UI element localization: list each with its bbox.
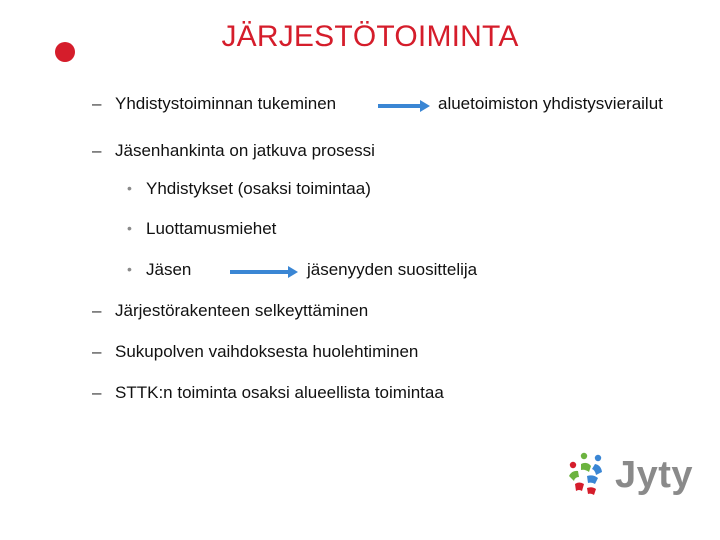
sub-list-item <box>0 219 720 241</box>
dash-marker: – <box>92 94 102 113</box>
dash-marker: – <box>92 301 102 320</box>
list-item-text: STTK:n toiminta osaksi alueellista toimintaa <box>115 383 444 402</box>
arrow-target-text: jäsenyyden suosittelija <box>307 260 478 279</box>
list-item-text: Järjestörakenteen selkeyttäminen <box>115 301 369 320</box>
bullet-marker: • <box>127 220 132 236</box>
sub-list-item-text: Yhdistykset (osaksi toimintaa) <box>146 179 371 198</box>
bullet-marker: • <box>127 261 132 277</box>
right-arrow-icon <box>230 266 298 278</box>
slide-title: JÄRJESTÖTOIMINTA <box>221 20 519 53</box>
bullet-marker: • <box>127 180 132 196</box>
list-item-text: Jäsenhankinta on jatkuva prosessi <box>115 141 375 160</box>
sub-list-item <box>0 179 720 201</box>
sub-list-item-text: Jäsen <box>146 260 192 279</box>
jyty-logo <box>565 450 700 502</box>
list-item <box>0 383 720 405</box>
dash-marker: – <box>92 141 102 160</box>
right-arrow-icon <box>378 100 430 112</box>
arrow-target-text: aluetoimiston yhdistysvierailut <box>438 94 663 113</box>
list-item-text: Sukupolven vaihdoksesta huolehtiminen <box>115 342 419 361</box>
dash-marker: – <box>92 383 102 402</box>
list-item <box>0 342 720 364</box>
dash-marker: – <box>92 342 102 361</box>
sub-list-item <box>0 260 720 282</box>
sub-list-item-text: Luottamusmiehet <box>146 219 277 238</box>
list-item-text: Yhdistystoiminnan tukeminen <box>115 94 337 113</box>
logo-text: Jyty <box>615 454 694 496</box>
list-item <box>0 301 720 323</box>
red-dot-icon <box>55 42 75 62</box>
jyty-logo-icon <box>565 450 615 502</box>
list-item <box>0 94 720 116</box>
list-item <box>0 141 720 163</box>
